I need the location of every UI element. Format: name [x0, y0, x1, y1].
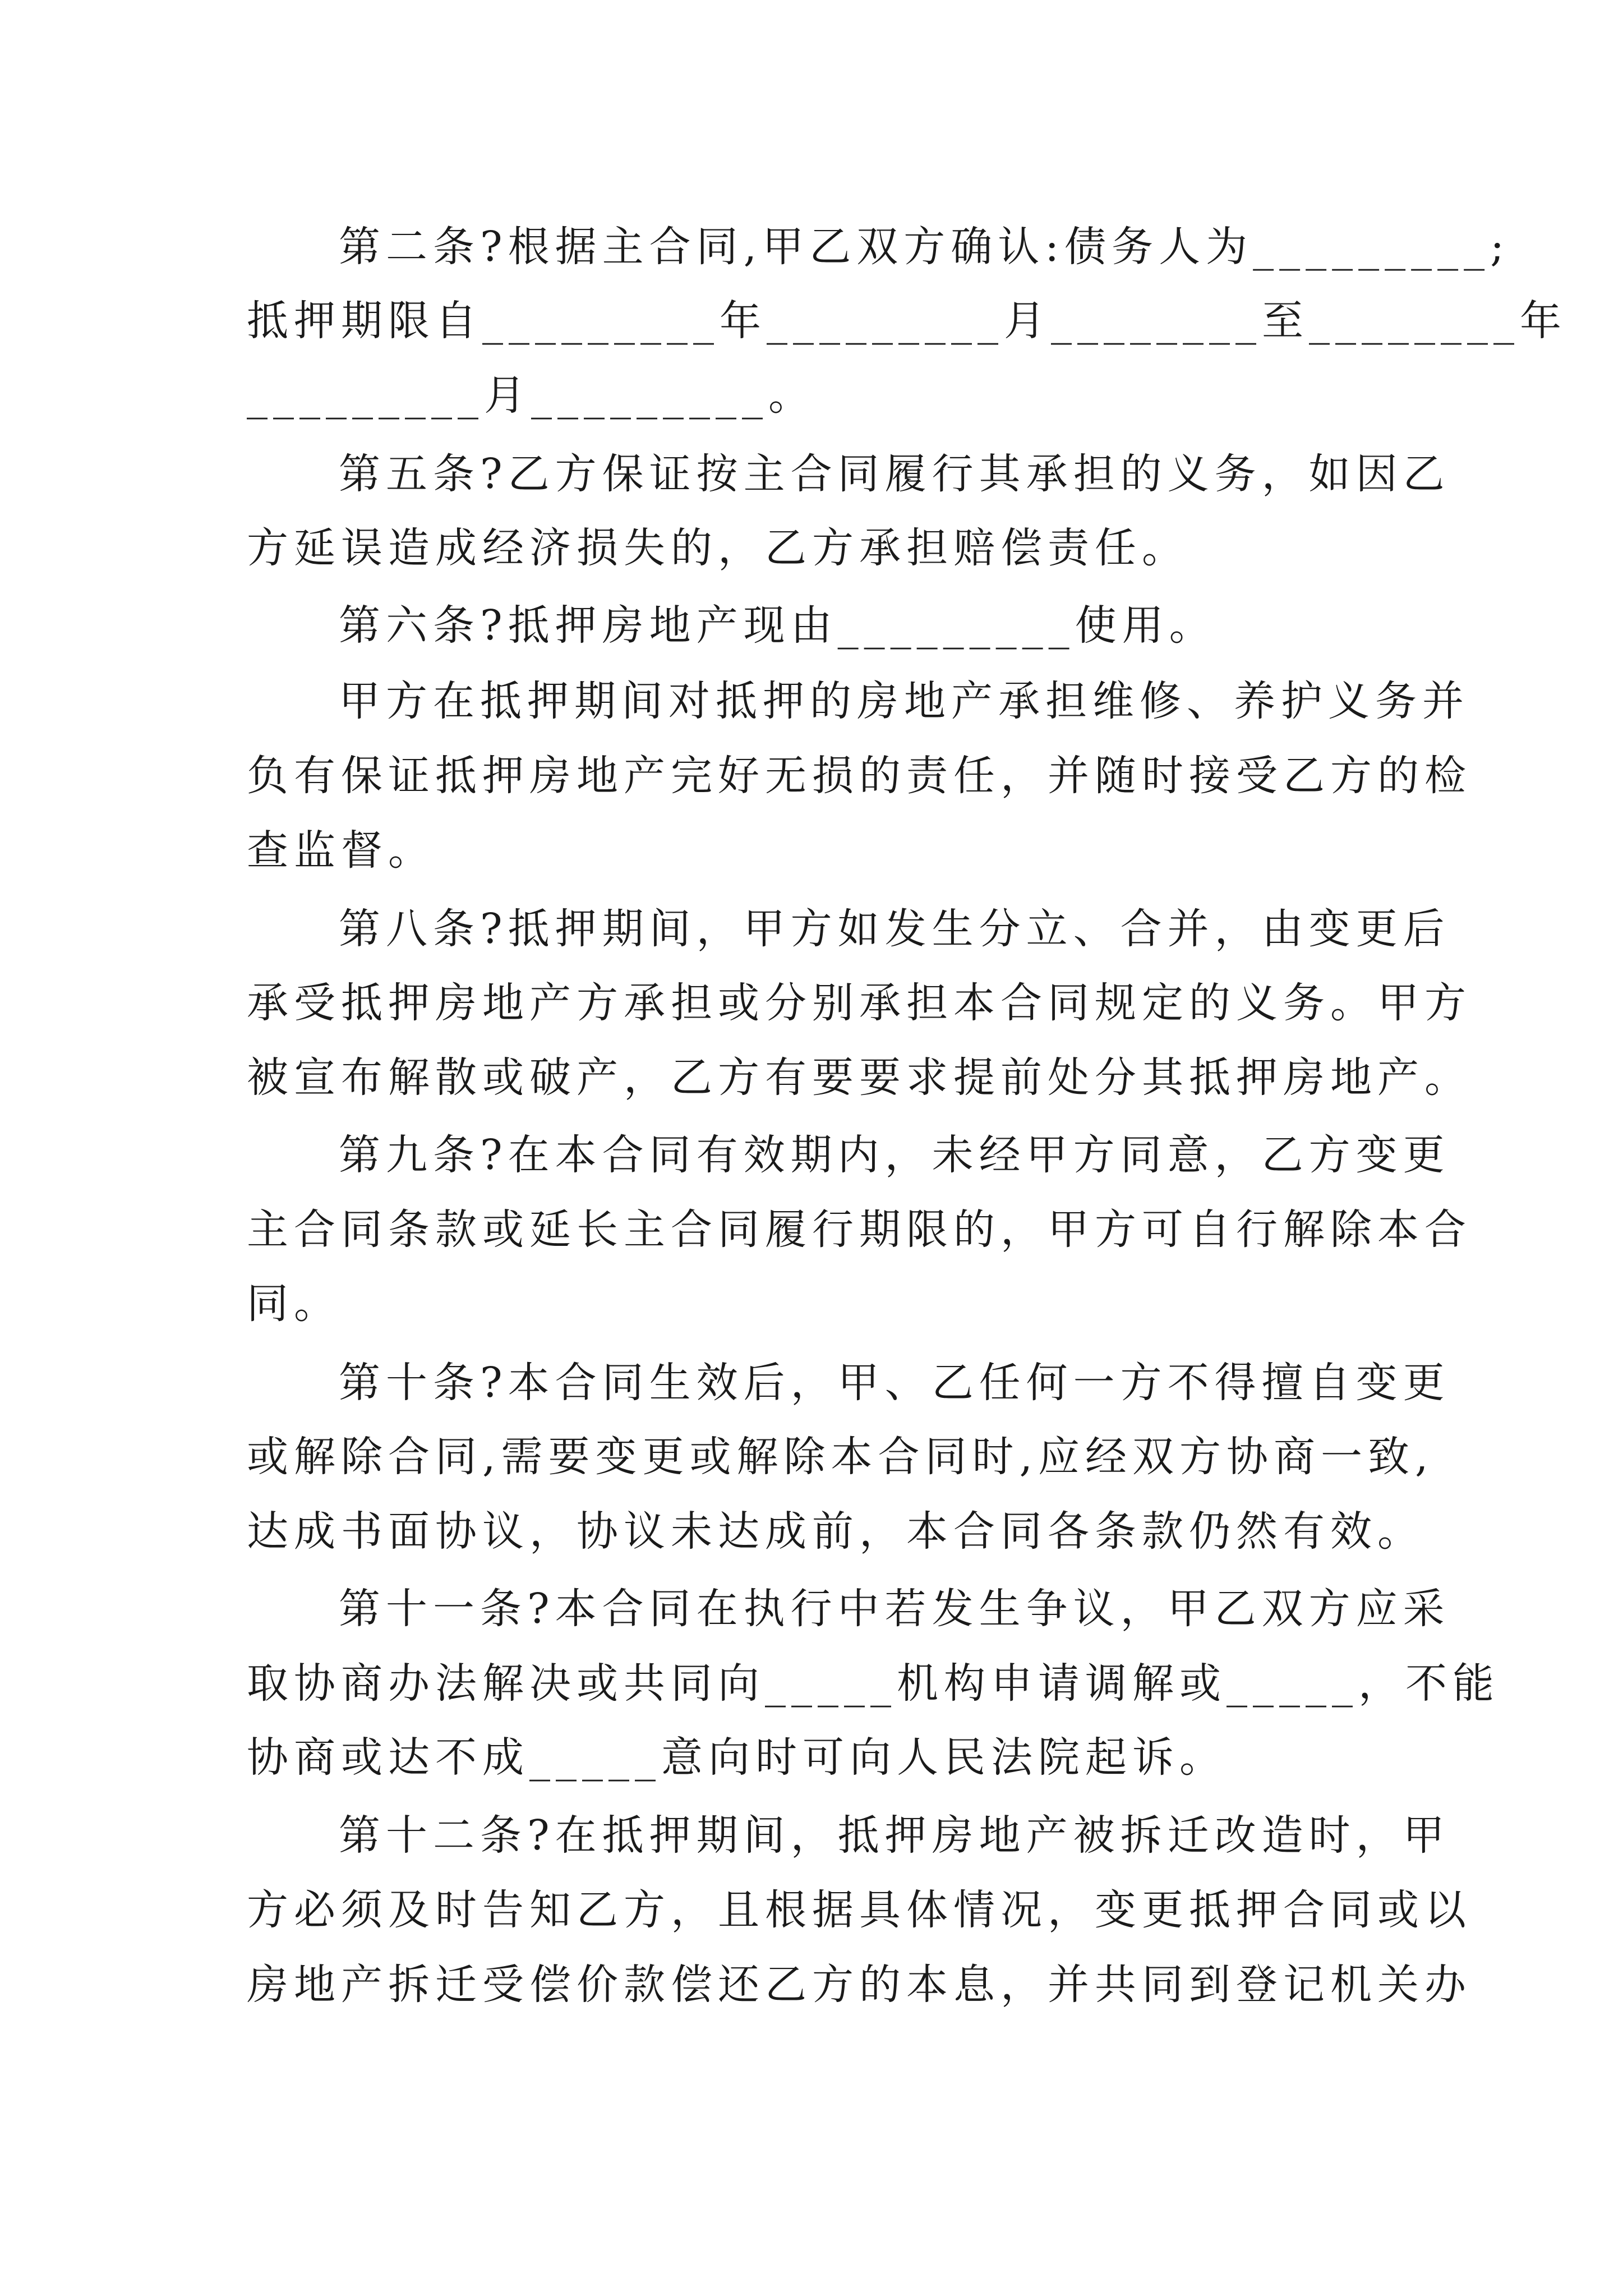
article-10-line-1: 第十条?本合同生效后，甲、乙任何一方不得擅自变更 — [339, 1359, 1450, 1407]
article-9-line-1: 第九条?在本合同有效期内，未经甲方同意，乙方变更 — [339, 1131, 1450, 1179]
article-5-line-1: 第五条?乙方保证按主合同履行其承担的义务，如因乙 — [339, 450, 1450, 498]
article-11-line-1: 第十一条?本合同在执行中若发生争议，甲乙双方应采 — [339, 1585, 1450, 1633]
article-12-line-3: 房地产拆迁受偿价款偿还乙方的本息，并共同到登记机关办 — [247, 1961, 1472, 2009]
article-8-line-2: 承受抵押房地产方承担或分别承担本合同规定的义务。甲方 — [247, 979, 1472, 1027]
article-8-line-1: 第八条?抵押期间，甲方如发生分立、合并，由变更后 — [339, 905, 1450, 953]
article-8-line-3: 被宣布解散或破产，乙方有要要求提前处分其抵押房地产。 — [247, 1053, 1472, 1102]
article-11-line-2: 取协商办法解决或共同向_____机构申请调解或_____，不能 — [247, 1659, 1500, 1708]
article-12-line-1: 第十二条?在抵押期间，抵押房地产被拆迁改造时，甲 — [339, 1811, 1450, 1860]
paragraph-maintenance-line-2: 负有保证抵押房地产完好无损的责任，并随时接受乙方的检 — [247, 752, 1472, 800]
article-6-line-1: 第六条?抵押房地产现由_________使用。 — [339, 601, 1216, 650]
article-10-line-3: 达成书面协议，协议未达成前，本合同各条款仍然有效。 — [247, 1507, 1424, 1556]
paragraph-maintenance-line-3: 查监督。 — [247, 826, 435, 875]
article-2-line-2: 抵押期限自_________年_________月________至________年 — [247, 297, 1567, 345]
article-11-line-3: 协商或达不成_____意向时可向人民法院起诉。 — [247, 1733, 1227, 1782]
paragraph-maintenance-line-1: 甲方在抵押期间对抵押的房地产承担维修、养护义务并 — [339, 677, 1469, 725]
article-5-line-2: 方延误造成经济损失的，乙方承担赔偿责任。 — [247, 524, 1189, 572]
article-2-line-3: _________月_________。 — [247, 371, 815, 420]
article-2-line-1: 第二条?根据主合同,甲乙双方确认:债务人为_________; — [339, 223, 1510, 271]
article-9-line-3: 同。 — [247, 1280, 341, 1328]
article-9-line-2: 主合同条款或延长主合同履行期限的，甲方可自行解除本合 — [247, 1205, 1472, 1254]
article-12-line-2: 方必须及时告知乙方，且根据具体情况，变更抵押合同或以 — [247, 1886, 1472, 1934]
article-10-line-2: 或解除合同,需要变更或解除本合同时,应经双方协商一致, — [247, 1433, 1434, 1481]
